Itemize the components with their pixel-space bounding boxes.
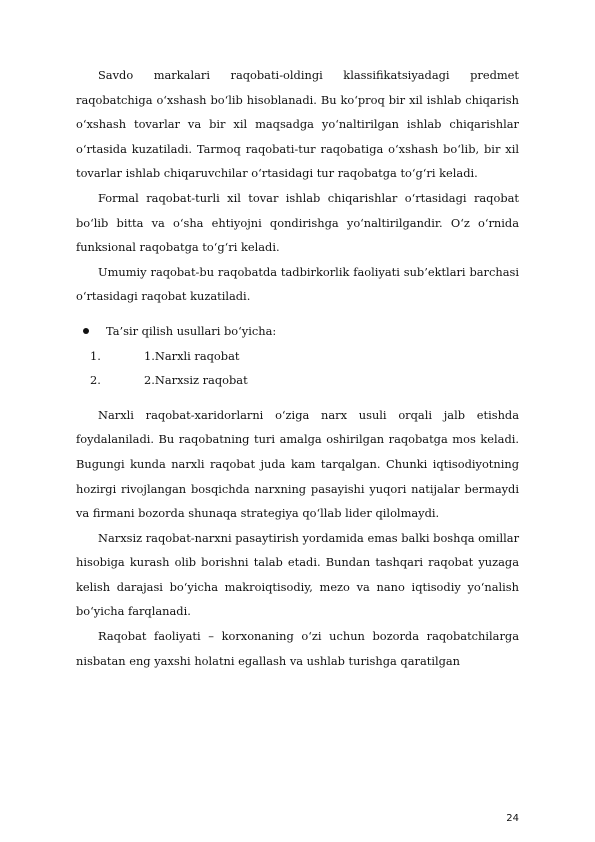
bullet-list: [76, 319, 519, 344]
list-item: [76, 368, 519, 393]
list-item-text: 1.Narxli raqobat: [144, 348, 240, 363]
list-item: [76, 344, 519, 369]
list-item-text: 2.Narxsiz raqobat: [144, 373, 248, 388]
paragraph-narxli-raqobat: Narxli raqobat-xaridorlarni o‘ziga narx usuli orqali jalb etishda foydalaniladi. Bu raqobatning turi amalga oshirilgan raqobatga mos keladi. Bugungi kunda narxli raqobat juda kam tarqalgan. Chunki iqtisodiyotning hozirgi rivojlangan bosqichda narxning pasayishi yuqori natijalar bermaydi va firmani bozorda shunaqa strategiya qo‘llab lider qilolmaydi.: [76, 407, 519, 521]
list-marker: 2.: [90, 373, 101, 388]
list-marker: 1.: [90, 348, 101, 363]
paragraph-savdo-markalari: Savdo markalari raqobati-oldingi klassifikatsiyadagi predmet raqobatchiga o‘xshash bo‘lib hisoblanadi. Bu ko‘proq bir xil ishlab chiqarish o‘xshash tovarlar va bir xil maqsadga yo‘naltirilgan ishlab chiqarishlar o‘rtasida kuzatiladi. Tarmoq raqobati-tur raqobatiga o‘xshash bo‘lib, bir xil tovarlar ishlab chiqaruvchilar o‘rtasidagi tur raqobatga to‘g‘ri keladi.: [76, 68, 519, 181]
paragraph-raqobat-faoliyati: Raqobat faoliyati – korxonaning o‘zi uchun bozorda raqobatchilarga nisbatan eng yaxshi holatni egallash va ushlab turishga qaratilgan: [76, 629, 519, 668]
paragraph-umumiy-raqobat: Umumiy raqobat-bu raqobatda tadbirkorlik faoliyati sub’ektlari barchasi o‘rtasidagi raqobat kuzatiladi.: [76, 264, 519, 304]
bullet-item: [76, 319, 519, 344]
paragraph-narxsiz-raqobat: Narxsiz raqobat-narxni pasaytirish yordamida emas balki boshqa omillar hisobiga kurash olib borishni talab etadi. Bundan tashqari raqobat yuzaga kelish darajasi bo‘yicha makroiqtisodiy, mezo va nano iqtisodiy yo‘nalish bo‘yicha farqlanadi.: [76, 530, 520, 619]
bullet-dot-icon: [83, 328, 89, 334]
numbered-list: [76, 344, 519, 393]
page-number: 24: [506, 813, 519, 824]
body-text: [76, 63, 519, 673]
paragraph-formal-raqobat: Formal raqobat-turli xil tovar ishlab chiqarishlar o‘rtasidagi raqobat bo‘lib bitta va o‘sha ehtiyojni qondirishga yo‘naltirilgandir. O‘z o‘rnida funksional raqobatga to‘g‘ri keladi.: [76, 190, 519, 255]
bullet-text: Ta’sir qilish usullari bo‘yicha:: [106, 323, 277, 338]
